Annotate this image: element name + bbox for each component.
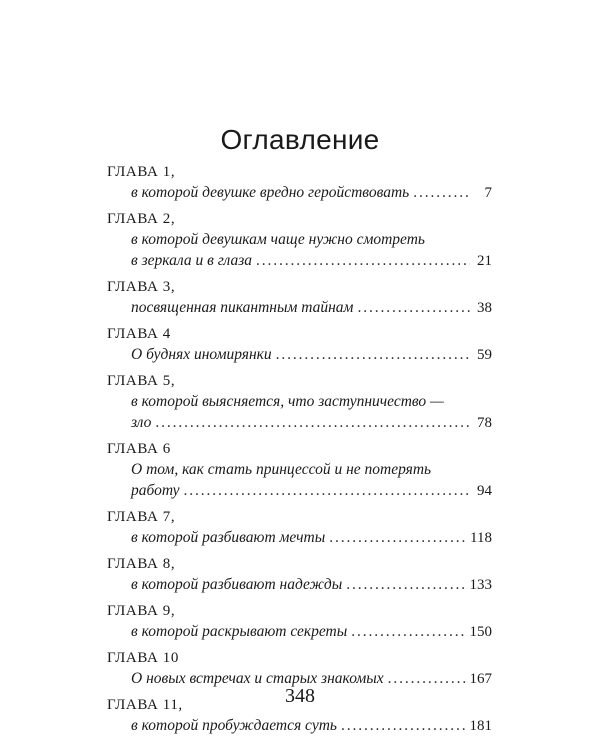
chapter-title-text: О том, как стать принцессой и не потерять [131,461,432,478]
toc-entry [107,508,492,549]
toc-entry [107,555,492,596]
toc-entry [107,372,492,434]
dot-leader [413,182,470,203]
chapter-title-text: О новых встречах и старых знакомых [131,670,384,687]
chapter-page-number: 21 [477,253,492,269]
page-title: Оглавление [220,124,380,155]
chapter-title-text: в которой девушке вредно геройствовать [131,184,410,201]
chapter-title-line [107,250,492,272]
table-of-contents [107,163,492,743]
toc-entry [107,602,492,643]
chapter-title-text: О буднях иномирянки [131,346,272,363]
chapter-label: ГЛАВА 5, [107,373,176,389]
chapter-title-text: в которой девушкам чаще нужно смотреть [131,231,425,248]
toc-entry [107,325,492,366]
chapter-label: ГЛАВА 9, [107,603,176,619]
chapter-title-text: в которой разбивают надежды [131,576,343,593]
toc-entry [107,440,492,502]
chapter-title-line [107,527,492,549]
toc-entry [107,278,492,319]
chapter-page-number: 59 [477,347,492,363]
chapter-title-line [107,715,492,737]
chapter-label: ГЛАВА 6 [107,441,171,457]
chapter-page-number: 167 [469,671,492,687]
chapter-title-line [107,480,492,502]
dot-leader [256,250,470,271]
dot-leader [276,344,470,365]
dot-leader [341,715,466,736]
toc-entry [107,163,492,204]
toc-entry [107,649,492,690]
page-number: 348 [285,685,315,707]
chapter-title-line [107,574,492,596]
chapter-title-text: зло [131,414,152,431]
chapter-title-text: посвященная пикантным тайнам [131,299,354,316]
dot-leader [155,412,470,433]
chapter-label: ГЛАВА 8, [107,556,176,572]
dot-leader [346,574,465,595]
chapter-page-number: 133 [469,577,492,593]
dot-leader [184,480,470,501]
chapter-title-line [107,459,492,480]
chapter-label: ГЛАВА 3, [107,279,176,295]
chapter-page-number: 94 [477,483,492,499]
dot-leader [329,527,466,548]
chapter-label: ГЛАВА 10 [107,650,179,666]
chapter-page-number: 118 [470,530,492,546]
dot-leader [357,297,470,318]
toc-entry [107,210,492,272]
chapter-title-line [107,391,492,412]
chapter-title-text: в которой разбивают мечты [131,529,326,546]
chapter-label: ГЛАВА 2, [107,211,176,227]
chapter-title-text: работу [131,482,180,499]
chapter-page-number: 150 [469,624,492,640]
chapter-title-line [107,621,492,643]
chapter-label: ГЛАВА 7, [107,509,176,525]
chapter-page-number: 7 [484,185,492,201]
chapter-page-number: 181 [469,718,492,734]
chapter-page-number: 38 [477,300,492,316]
chapter-title-text: в зеркала и в глаза [131,252,253,269]
chapter-title-line [107,344,492,366]
chapter-title-text: в которой выясняется, что заступничество — [131,393,444,410]
chapter-title-line [107,297,492,319]
chapter-title-line [107,182,492,204]
chapter-label: ГЛАВА 1, [107,164,176,180]
dot-leader [351,621,465,642]
chapter-title-text: в которой раскрывают секреты [131,623,348,640]
chapter-title-text: в которой пробуждается суть [131,717,337,734]
chapter-title-line [107,229,492,250]
chapter-page-number: 78 [477,415,492,431]
chapter-label: ГЛАВА 11, [107,697,183,713]
chapter-title-line [107,412,492,434]
chapter-label: ГЛАВА 4 [107,326,171,342]
